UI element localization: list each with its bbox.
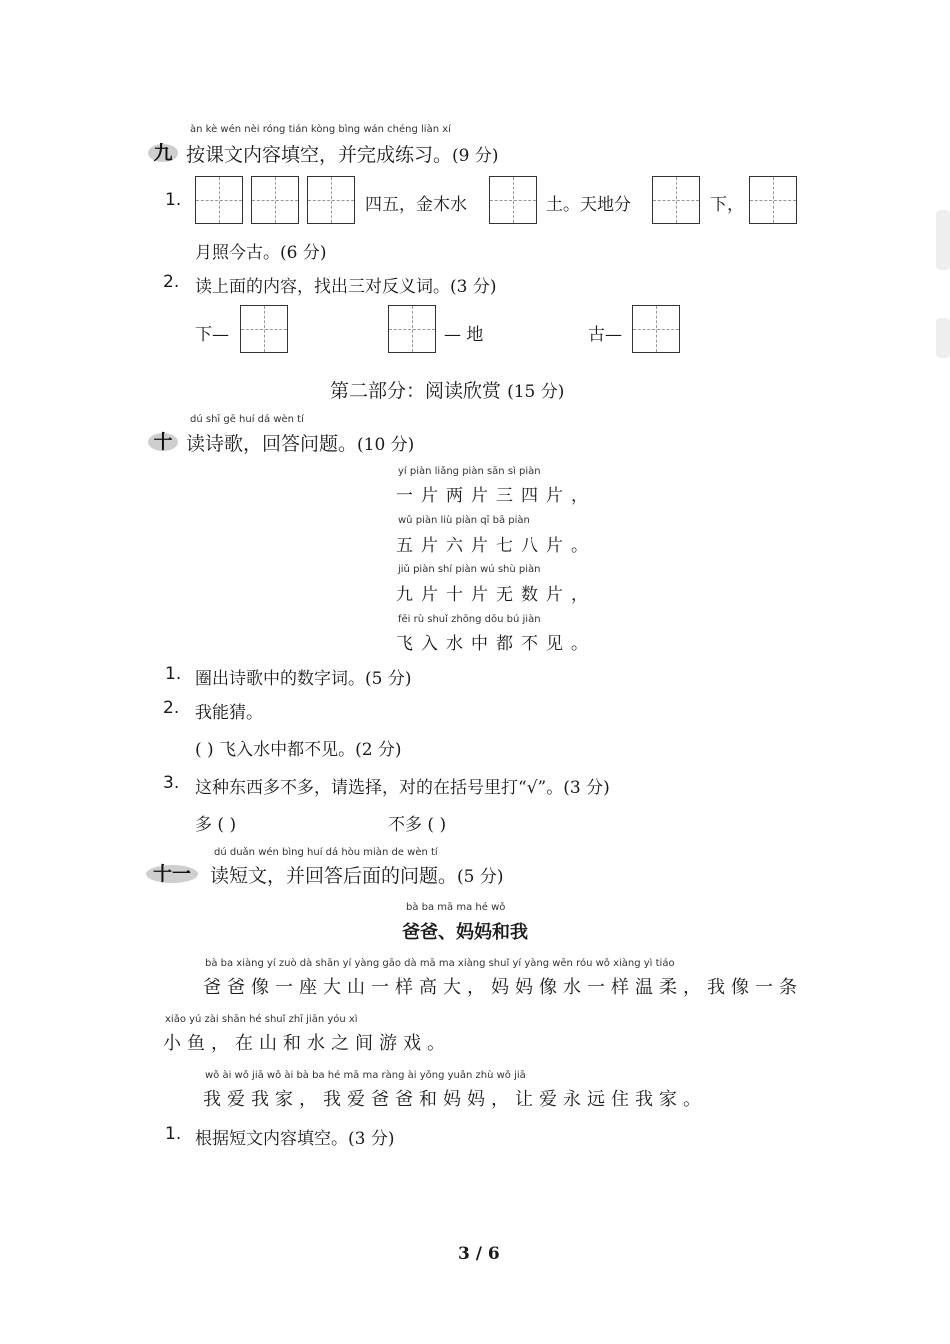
paragraph-3-pinyin: wǒ ài wǒ jiā wǒ ài bà ba hé mā ma ràng ài yǒng yuǎn zhù wǒ jiā [205,1070,526,1081]
s10-q2-number: 2. [163,698,180,718]
s11-q1-text: 根据短文内容填空。(3 分) [195,1129,395,1149]
answer-box[interactable] [489,176,537,224]
section9-title: 按课文内容填空，并完成练习。 [186,144,453,166]
answer-box[interactable] [195,176,243,224]
section10-badge [148,429,178,455]
part2-score: (15 分) [507,382,565,402]
section9-score: (9 分) [452,146,499,166]
section10-score: (10 分) [357,435,415,455]
poem-line-4-pinyin: fēi rù shuǐ zhōng dōu bú jiàn [398,614,541,625]
s9-q1-number: 1. [165,190,182,210]
section9-pinyin: àn kè wén nèi róng tián kòng bìng wán chéng liàn xí [190,124,451,135]
section11-badge [146,861,198,887]
option-not-many[interactable]: 不多 ( ) [388,815,447,835]
paragraph-1-pinyin: bà ba xiàng yí zuò dà shān yí yàng gāo dà mā ma xiàng shuǐ yí yàng wēn róu wǒ xiàng yì tiáo [205,958,675,969]
option-many[interactable]: 多 ( ) [195,815,237,835]
section11-title: 读短文，并回答后面的问题。 [210,865,458,887]
section9-badge [148,140,178,166]
paragraph-2: 小鱼，在山和水之间游戏。 [163,1033,451,1054]
section10-heading [186,429,414,456]
part2-title: 第二部分：阅读欣赏 [330,380,502,402]
s10-q2-text: 我能猜。 [195,703,263,723]
poem-line-2: 五片六片七八片。 [396,536,596,556]
answer-box[interactable] [749,176,797,224]
s9-q2-number: 2. [163,272,180,292]
s9-q1-text-2: 土。天地分 [546,195,631,215]
poem-line-4: 飞入水中都不见。 [396,634,596,654]
section11-heading [210,861,504,888]
s9-q2-text: 读上面的内容，找出三对反义词。(3 分) [195,277,497,297]
answer-box[interactable] [240,305,288,353]
paragraph-3: 我爱我家，我爱爸爸和妈妈，让爱永远住我家。 [203,1089,707,1110]
s9-q1-text-1: 四五，金木水 [365,195,467,215]
section11-number: 十一 [152,863,191,885]
antonym-pair-2-label: — 地 [444,325,484,345]
answer-box[interactable] [388,305,436,353]
poem-line-3-pinyin: jiǔ piàn shí piàn wú shù piàn [398,564,541,575]
s10-q2-answer-blank[interactable]: ( ) 飞入水中都不见。(2 分) [195,740,402,760]
section10-number: 十 [153,431,173,453]
answer-box[interactable] [632,305,680,353]
answer-box[interactable] [251,176,299,224]
section10-pinyin: dú shī gē huí dá wèn tí [190,414,304,425]
s9-q1-text-3: 下， [710,195,744,215]
story-title-pinyin: bà ba mā ma hé wǒ [406,902,506,913]
antonym-pair-1-label: 下— [195,325,229,345]
poem-line-1-pinyin: yí piàn liǎng piàn sān sì piàn [398,466,541,477]
section9-heading [186,140,499,167]
section9-number: 九 [153,142,173,164]
scan-edge-mark [936,318,950,358]
paragraph-1: 爸爸像一座大山一样高大，妈妈像水一样温柔，我像一条 [203,977,803,998]
part2-heading [330,376,564,403]
scan-edge-mark [936,210,950,270]
answer-box[interactable] [307,176,355,224]
page-number: 3 / 6 [458,1244,500,1264]
s10-q3-text: 这种东西多不多，请选择，对的在括号里打“√”。(3 分) [195,778,610,798]
section10-title: 读诗歌，回答问题。 [186,433,358,455]
poem-line-2-pinyin: wǔ piàn liù piàn qī bā piàn [398,515,530,526]
story-title: 爸爸、妈妈和我 [402,922,528,943]
paragraph-2-pinyin: xiǎo yú zài shān hé shuǐ zhī jiān yóu xì [165,1014,358,1025]
poem-line-1: 一片两片三四片， [396,486,596,506]
s10-q1-text: 圈出诗歌中的数字词。(5 分) [195,669,412,689]
answer-box[interactable] [652,176,700,224]
s9-q1-text-4: 月照今古。(6 分) [195,243,327,263]
antonym-pair-3-label: 古— [588,325,622,345]
section11-score: (5 分) [457,867,504,887]
s10-q1-number: 1. [165,664,182,684]
poem-line-3: 九片十片无数片， [396,585,596,605]
section11-pinyin: dú duǎn wén bìng huí dá hòu miàn de wèn tí [214,847,438,858]
s11-q1-number: 1. [165,1124,182,1144]
s10-q3-number: 3. [163,773,180,793]
